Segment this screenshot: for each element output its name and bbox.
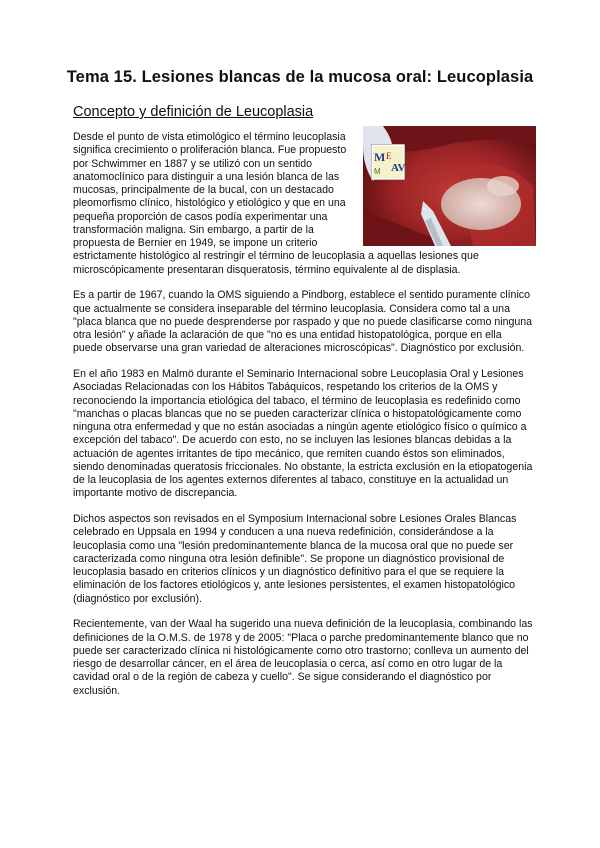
oral-leukoplakia-photo (363, 126, 536, 246)
paragraph-van-der-waal: Recientemente, van der Waal ha sugerido una nueva definición de la leucoplasia, combinando las definiciones de la O.M.S. de 1978 y de 2005: "Placa o parche predominantemente blanco que no puede ser caracterizado clínica ni histológicamente como otro trastorno; conlleva un aumento del riesgo de desarrollar cáncer, en el área de leucoplasia o cerca, así como en otro lugar de la cavidad oral o de la región de cabeza y cuello". Se sigue considerando el diagnóstico por exclusión. (73, 618, 533, 697)
svg-text:M: M (374, 150, 386, 164)
paragraph-oms-1967: Es a partir de 1967, cuando la OMS siguiendo a Pindborg, establece el sentido puramente clínico que actualmente se considera inseparable del término leucoplasia. Considera como tal a una "placa blanca que no puede desprenderse por raspado y que no puede clasificarse como ninguna otra lesión" y añade la aclaración de que "no es una entidad histopatológica, porque en ella puede observarse una gran variedad de alteraciones microscópicas". Diagnóstico por exclusión. (73, 289, 533, 355)
memav-logo (371, 144, 405, 180)
paragraph-uppsala-1994: Dichos aspectos son revisados en el Symposium Internacional sobre Lesiones Orales Blancas celebrado en Uppsala en 1994 y conducen a una nueva redefinición, considerándose a la leucoplasia como una "lesión predominantemente blanca de la mucosa oral que no puede ser caracterizada como ninguna otra lesión definible". Se propone un diagnóstico provisional de leucoplasia basado en criterios clínicos y un diagnóstico definitivo para el que se requiere la eliminación de los factores etiológicos y, ante lesiones persistentes, el examen histopatológico (diagnóstico por exclusión). (73, 513, 517, 605)
paragraph-malmo-1983: En el año 1983 en Malmö durante el Seminario Internacional sobre Leucoplasia Oral y Lesiones Asociadas Relacionadas con los Hábitos Tabáquicos, respetando los criterios de la OMS y reconociendo la importancia etiológica del tabaco, el término de leucoplasia es redefinido como "manchas o placas blancas que no se pueden caracterizar clínica o histopatológicamente como ninguna otra enfermedad y que no están asociadas a ningún agente etiológico físico o químico a excepción del tabaco". De acuerdo con esto, no se incluyen las lesiones blancas debidas a la actuación de agentes irritantes de tipo mecánico, que remiten cuando éstos son eliminados, siendo denominadas queratosis friccionales. No obstante, la estricta exclusión en la etiopatogenia de la leucoplasia de los agentes externos diferentes al tabaco, constituye en la actualidad un importante motivo de discrepancia. (73, 368, 533, 500)
svg-text:E: E (386, 151, 392, 161)
page-title: Tema 15. Lesiones blancas de la mucosa oral: Leucoplasia (66, 68, 534, 86)
svg-text:M: M (374, 167, 381, 176)
section-heading: Concepto y definición de Leucoplasia (73, 104, 314, 120)
paragraph-etymology: Desde el punto de vista etimológico el término leucoplasia significa crecimiento o proliferación blanca. Fue propuesto por Schwimmer en 1887 y se utilizó con un sentido anatomoclínico para distinguir a una lesión blanca de las mucosas, principalmente de la bucal, con un destacado pleomorfismo clínico, histológico y etiológico y que en una pequeña proporción de casos podía experimentar una transformación maligna. Sin embargo, a partir de la propuesta de Bernier en 1949, se impone un criterio estrictamente histológico al restringir el término de leucoplasia a aquellas lesiones que microscópicamente presentaran disqueratosis, término equivalente al de displasia. (73, 131, 479, 276)
svg-text:AV: AV (391, 162, 405, 174)
body-text (73, 131, 533, 710)
